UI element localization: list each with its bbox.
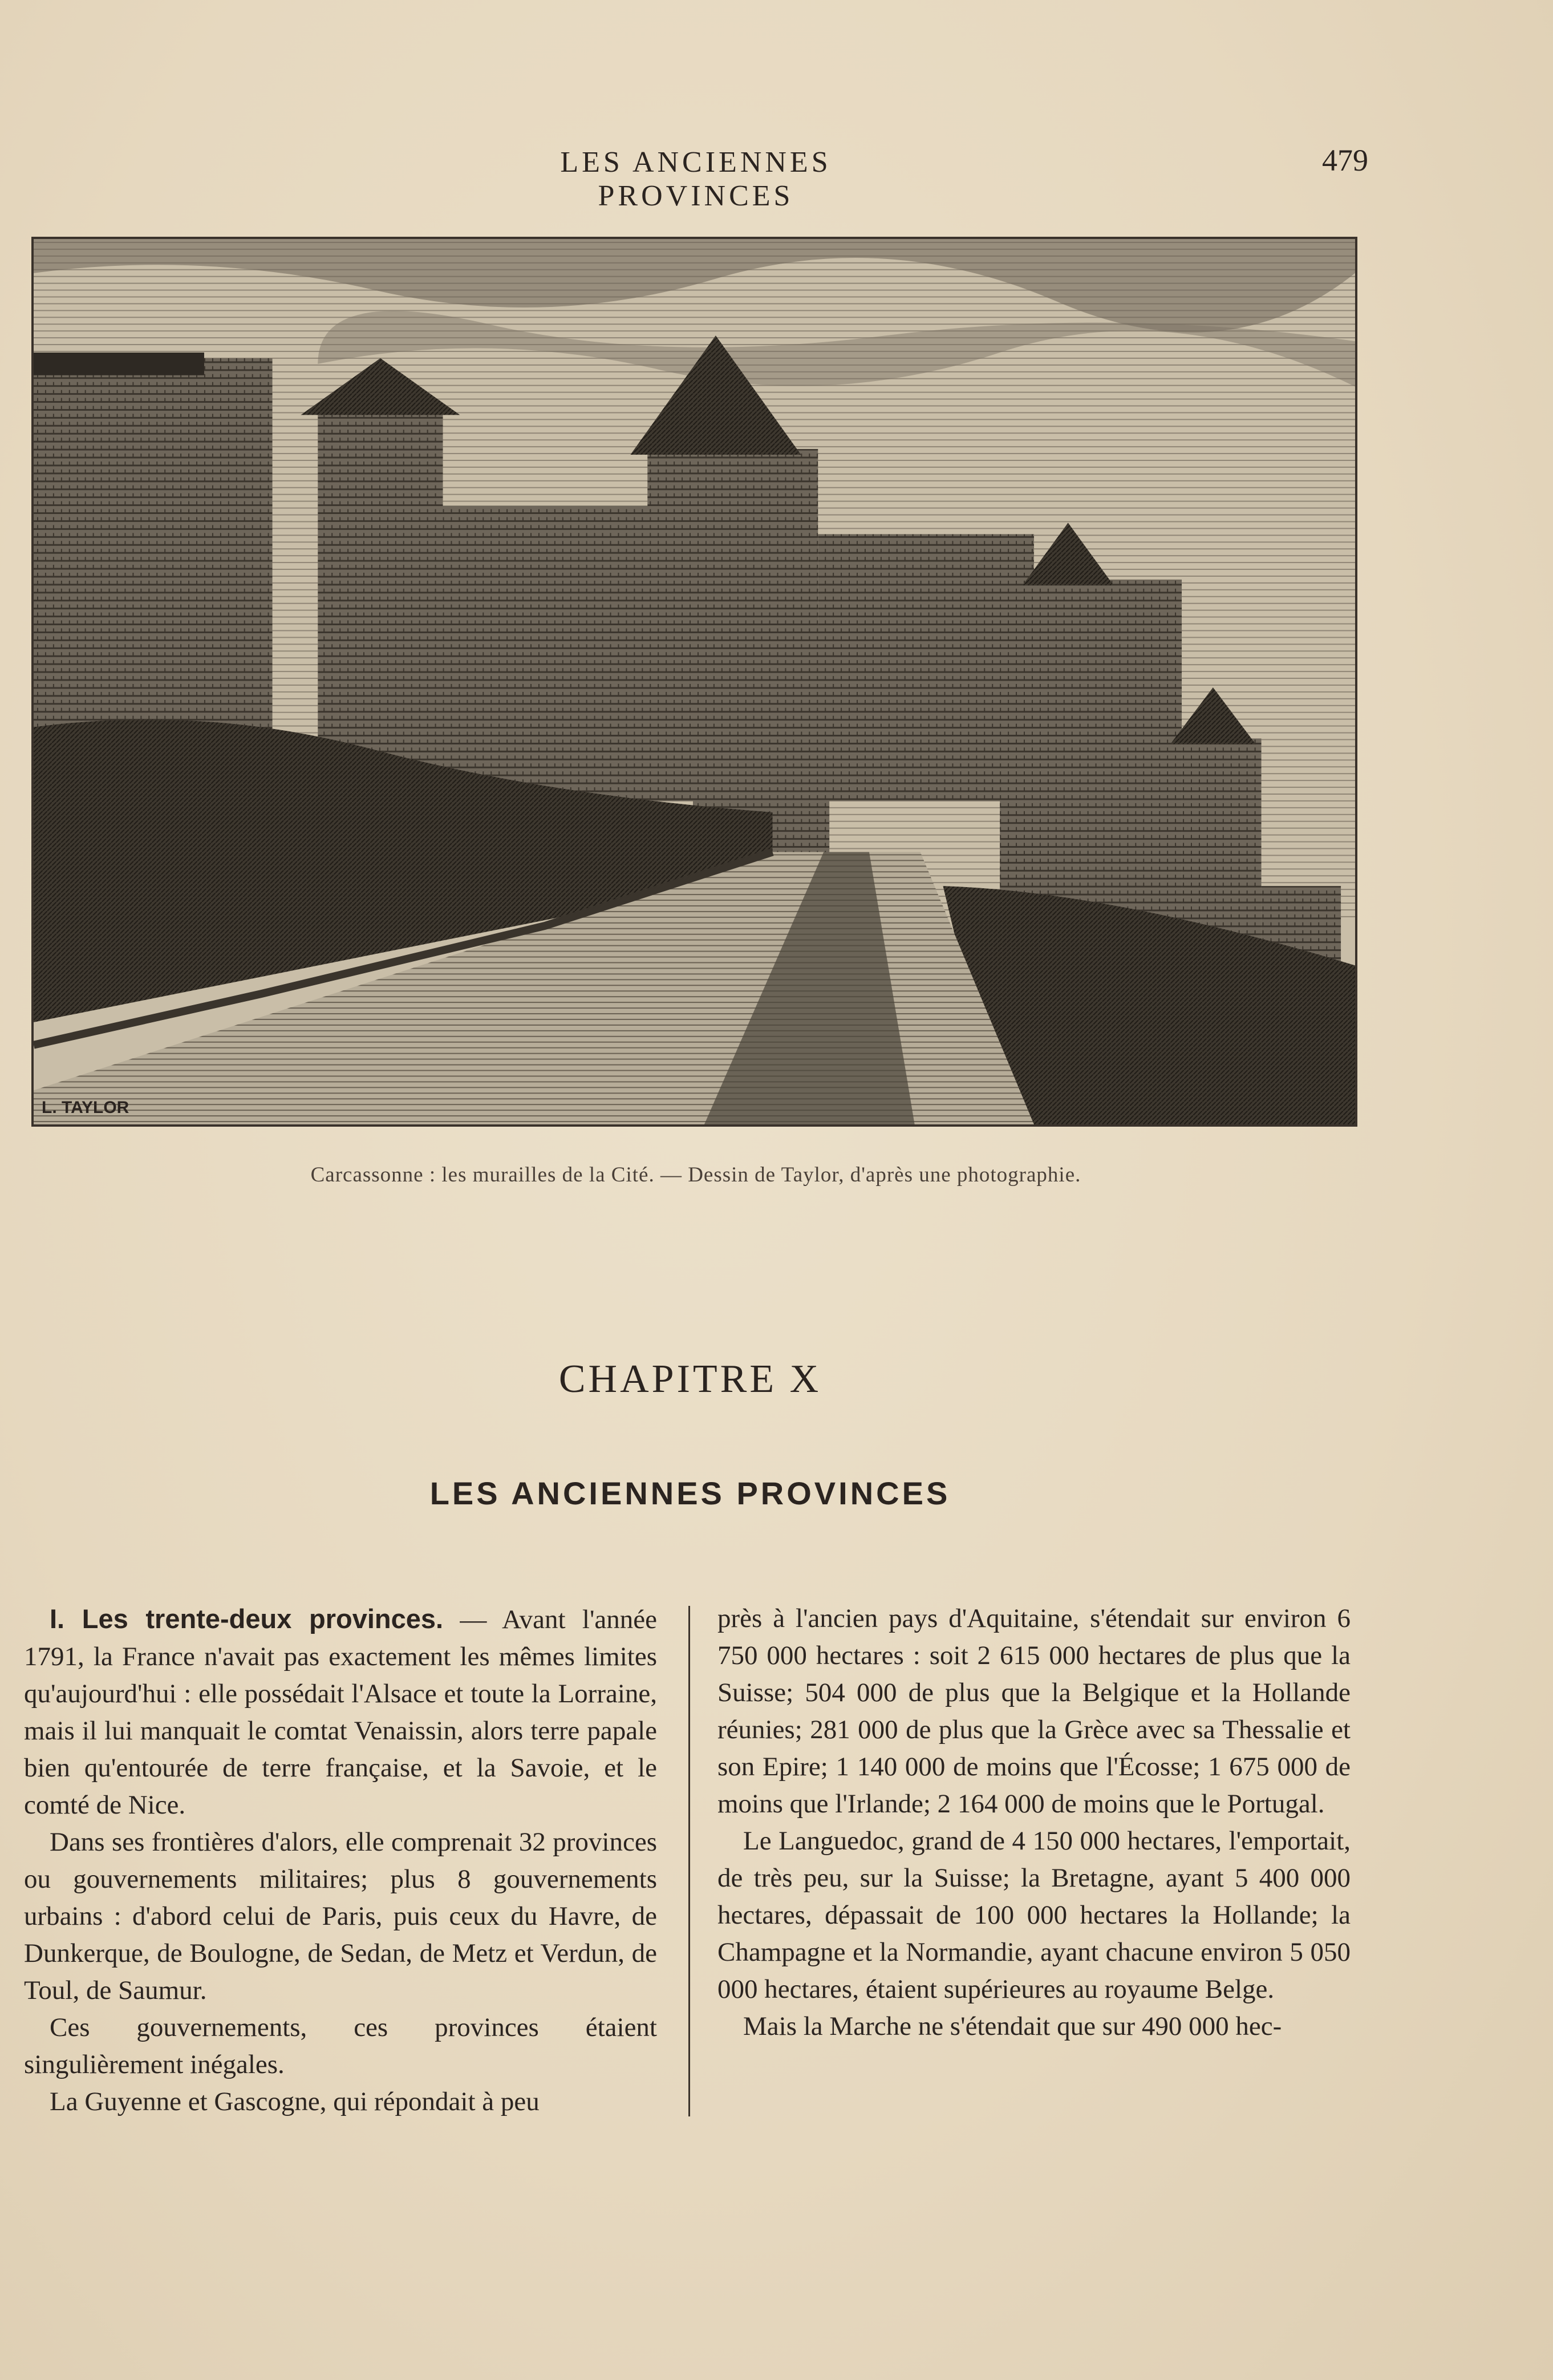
paragraph [24,1600,657,1824]
paragraph: Mais la Marche ne s'étendait que sur 490 000 hec- [743,2011,1282,2041]
paragraph-text: — Avant l'année 1791, la France n'avait pas exactement les mêmes limites qu'aujourd'hui : elle possédait l'Alsace et toute la Lorraine, mais il lui manquait le comtat Venaissin, alors terre papale bien qu'entourée de terre française, et la Savoie, et le comté de Nice. [24,1605,657,1820]
section-heading: I. Les trente-deux provinces. [50,1604,444,1634]
text-column-right [717,1600,1351,2045]
paragraph: Dans ses frontières d'alors, elle comprenait 32 provinces ou gouvernements militaires; plus 8 gouvernements urbains : d'abord celui de Paris, puis ceux du Havre, de Dunkerque, de Boulogne, de Sedan, de Metz et Verdun, de Toul, de Saumur. [24,1827,657,2005]
engraving-carcassonne [31,237,1357,1127]
chapter-number: CHAPITRE X [558,1357,822,1401]
page-number: 479 [1322,143,1368,177]
engraving-illustration [34,239,1355,1124]
artist-signature: L. TAYLOR [42,1098,129,1117]
chapter-title: LES ANCIENNES PROVINCES [429,1475,951,1511]
figure-caption: Carcassonne : les murailles de la Cité. — Dessin de Taylor, d'après une photographie. [310,1163,1081,1187]
text-column-left [24,1600,657,2120]
paragraph: La Guyenne et Gascogne, qui répondait à peu [50,2087,540,2116]
column-divider [688,1606,690,2116]
paragraph: Ces gouvernements, ces provinces étaient singulièrement inégales. [24,2013,657,2079]
paragraph: près à l'ancien pays d'Aquitaine, s'étendait sur environ 6 750 000 hectares : soit 2 615 000 hectares de plus que la Suisse; 504 000 de plus que la Belgique et la Hollande réunies; 281 000 de plus que la Grèce avec sa Thessalie et son Epire; 1 140 000 de moins que l'Écosse; 1 675 000 de moins que l'Irlande; 2 164 000 de moins que le Portugal. [717,1604,1351,1819]
running-title: LES ANCIENNES PROVINCES [560,146,832,212]
paragraph: Le Languedoc, grand de 4 150 000 hectares, l'emportait, de très peu, sur la Suisse; la Bretagne, ayant 5 400 000 hectares, dépassait de 100 000 hectares la Hollande; la Champagne et la Normandie, ayant chacune environ 5 050 000 hectares, étaient supérieures au royaume Belge. [717,1826,1351,2004]
